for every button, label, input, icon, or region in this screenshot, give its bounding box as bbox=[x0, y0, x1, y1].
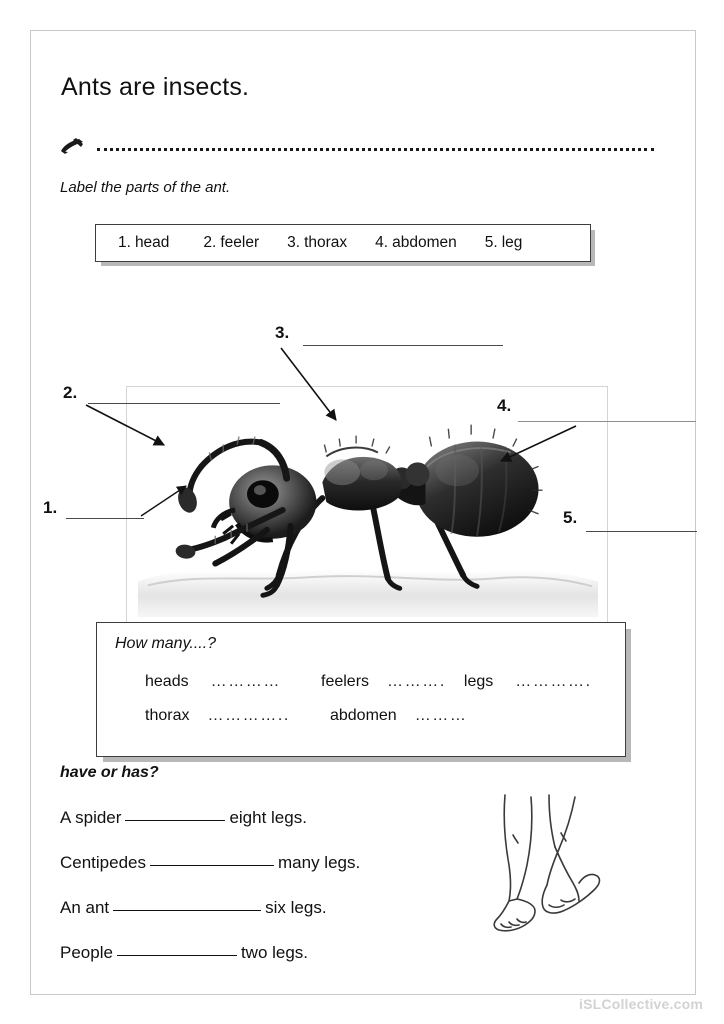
label-number-2: 2. bbox=[63, 383, 78, 402]
page-title: Ants are insects. bbox=[61, 73, 250, 101]
sentence-ant-before: An ant bbox=[60, 898, 110, 917]
how-many-box bbox=[96, 622, 626, 757]
word-bank-label-3: thorax bbox=[304, 234, 348, 251]
sentence-people-blank[interactable] bbox=[117, 955, 237, 956]
word-bank-item-3 bbox=[287, 234, 347, 252]
sentence-spider-after: eight legs. bbox=[229, 808, 307, 827]
sentence-centipedes-blank[interactable] bbox=[150, 865, 274, 866]
sentence-ant-blank[interactable] bbox=[113, 910, 261, 911]
sentence-ant-after: six legs. bbox=[265, 898, 327, 917]
sentence-centipedes-after: many legs. bbox=[278, 853, 361, 872]
sentence-spider bbox=[60, 808, 307, 828]
how-many-word-abdomen: abdomen bbox=[329, 707, 397, 724]
word-bank-num-3: 3. bbox=[287, 234, 301, 251]
watermark: iSLCollective.com bbox=[579, 996, 703, 1012]
worksheet-page bbox=[30, 30, 703, 1012]
word-bank-item-4 bbox=[375, 234, 457, 252]
how-many-dots-abdomen[interactable]: ……… bbox=[414, 707, 468, 724]
sentence-centipedes-before: Centipedes bbox=[60, 853, 147, 872]
word-bank-label-5: leg bbox=[501, 234, 523, 251]
label-line-2[interactable] bbox=[88, 403, 280, 404]
word-bank-label-1: head bbox=[134, 234, 170, 251]
word-bank-item-2 bbox=[203, 234, 259, 252]
how-many-dots-feelers[interactable]: ………. bbox=[387, 673, 446, 690]
ant-photo bbox=[126, 386, 608, 628]
label-number-1: 1. bbox=[43, 498, 58, 517]
word-bank-num-1: 1. bbox=[118, 234, 131, 251]
label-line-5[interactable] bbox=[586, 531, 697, 532]
how-many-word-legs: legs bbox=[463, 673, 494, 690]
label-line-3[interactable] bbox=[303, 345, 503, 346]
pen-icon bbox=[59, 136, 85, 156]
how-many-row-2 bbox=[145, 707, 468, 725]
instruction-text: Label the parts of the ant. bbox=[60, 179, 231, 196]
sentence-centipedes bbox=[60, 853, 360, 873]
word-bank-label-2: feeler bbox=[220, 234, 260, 251]
word-bank-label-4: abdomen bbox=[392, 234, 457, 251]
label-number-5: 5. bbox=[563, 508, 578, 527]
how-many-dots-legs[interactable]: …………. bbox=[515, 673, 592, 690]
sentence-people-after: two legs. bbox=[240, 943, 309, 962]
label-line-4[interactable] bbox=[518, 421, 696, 422]
label-line-1[interactable] bbox=[66, 518, 144, 519]
sentence-spider-before: A spider bbox=[60, 808, 122, 827]
how-many-word-thorax: thorax bbox=[145, 707, 190, 724]
word-bank-num-4: 4. bbox=[375, 234, 389, 251]
word-bank-num-2: 2. bbox=[203, 234, 217, 251]
name-dotted-line[interactable] bbox=[97, 148, 654, 151]
ant-diagram-area bbox=[31, 293, 697, 638]
word-bank-item-1 bbox=[118, 234, 169, 252]
how-many-title: How many....? bbox=[115, 635, 217, 652]
sentence-spider-blank[interactable] bbox=[125, 820, 225, 821]
human-legs-illustration bbox=[491, 791, 641, 951]
sentence-people bbox=[60, 943, 308, 963]
word-bank-num-5: 5. bbox=[484, 234, 498, 251]
label-number-3: 3. bbox=[275, 323, 290, 342]
sentence-people-before: People bbox=[60, 943, 113, 962]
have-or-has-title: have or has? bbox=[60, 764, 159, 781]
how-many-row-1 bbox=[145, 673, 592, 691]
how-many-dots-thorax[interactable]: ………….. bbox=[207, 707, 290, 724]
label-number-4: 4. bbox=[497, 396, 512, 415]
how-many-word-feelers: feelers bbox=[321, 673, 370, 690]
sentence-ant bbox=[60, 898, 327, 918]
how-many-dots-heads[interactable]: ………… bbox=[210, 673, 281, 690]
word-bank-box bbox=[95, 224, 591, 262]
how-many-word-heads: heads bbox=[145, 673, 189, 690]
word-bank-item-5 bbox=[485, 234, 523, 252]
name-line-row bbox=[59, 134, 659, 164]
